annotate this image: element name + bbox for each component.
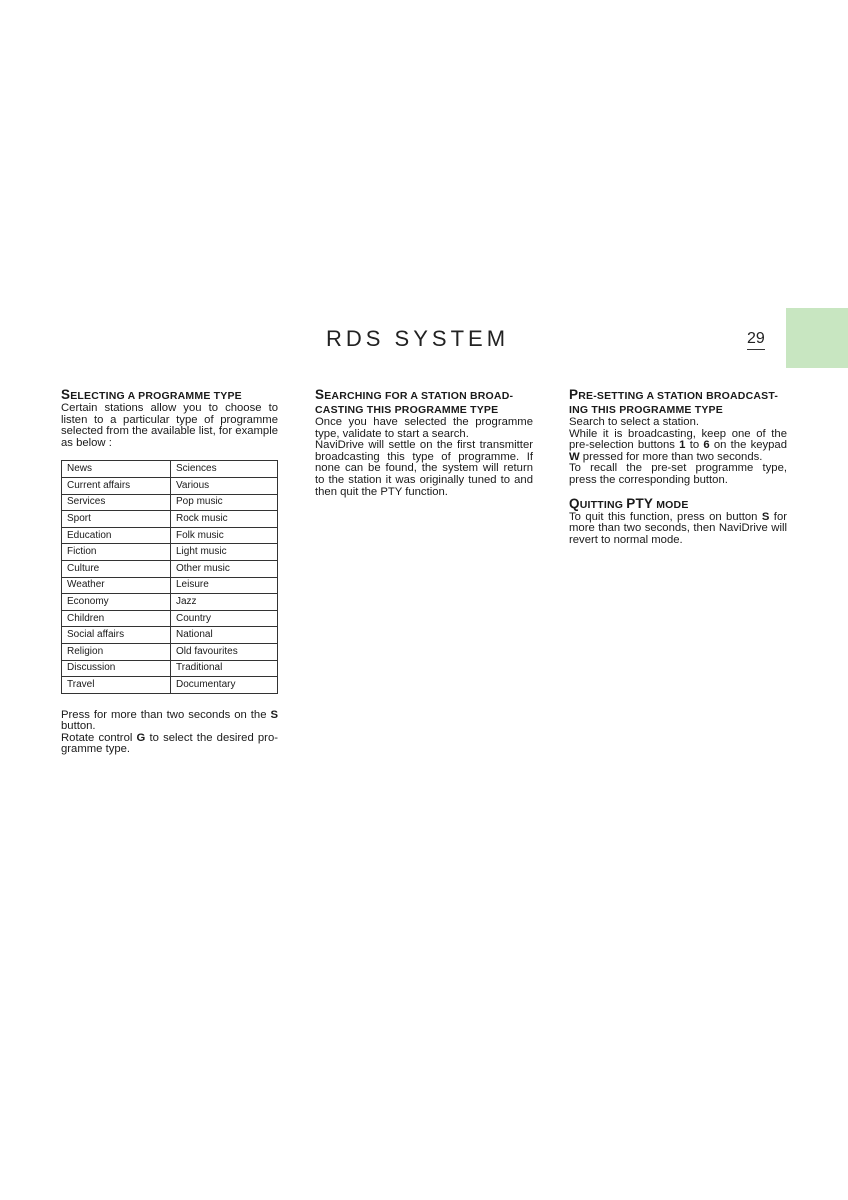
- programme-type-cell-left: Sport: [62, 511, 171, 528]
- programme-type-cell-left: Religion: [62, 643, 171, 660]
- column-searching-station: [315, 388, 533, 498]
- programme-type-cell-right: National: [171, 627, 278, 644]
- table-row: [62, 560, 278, 577]
- section-heading-searching: SEARCHING FOR A STATION BROAD-CASTING THIS PROGRAMME TYPE: [315, 387, 514, 416]
- programme-type-cell-left: Current affairs: [62, 477, 171, 494]
- programme-type-cell-right: Folk music: [171, 527, 278, 544]
- programme-type-cell-right: Documentary: [171, 677, 278, 694]
- table-row: [62, 677, 278, 694]
- search-paragraph-2: NaviDrive will settle on the first transmitter broadcasting this type of programme. If none can be found, the system will return to the station it was originally tuned to and then quit the PTY function.: [315, 439, 533, 498]
- programme-type-table: [61, 460, 278, 693]
- rotate-instruction: Rotate control G to select the desired pro-gramme type.: [61, 731, 278, 756]
- preset-paragraph-3: To recall the pre-set programme type, press the corresponding button.: [569, 462, 787, 486]
- table-row: [62, 511, 278, 528]
- table-row: [62, 527, 278, 544]
- programme-type-cell-left: Discussion: [62, 660, 171, 677]
- programme-type-cell-left: Social affairs: [62, 627, 171, 644]
- programme-type-cell-right: Country: [171, 610, 278, 627]
- chapter-tab: [786, 308, 848, 368]
- programme-type-cell-right: Sciences: [171, 461, 278, 478]
- table-row: [62, 461, 278, 478]
- page-number: 29: [747, 330, 765, 350]
- table-row: [62, 544, 278, 561]
- quit-paragraph: To quit this function, press on button S for more than two seconds, then NaviDrive will revert to normal mode.: [569, 510, 787, 546]
- table-row: [62, 643, 278, 660]
- programme-type-cell-right: Jazz: [171, 594, 278, 611]
- programme-type-cell-right: Rock music: [171, 511, 278, 528]
- programme-type-cell-right: Traditional: [171, 660, 278, 677]
- programme-type-cell-right: Light music: [171, 544, 278, 561]
- programme-type-cell-right: Leisure: [171, 577, 278, 594]
- programme-type-cell-right: Various: [171, 477, 278, 494]
- section-heading-presetting: PRE-SETTING A STATION BROADCAST-ING THIS PROGRAMME TYPE: [569, 387, 779, 416]
- programme-type-cell-left: Weather: [62, 577, 171, 594]
- page-title: RDS SYSTEM: [326, 326, 510, 351]
- programme-type-cell-right: Old favourites: [171, 643, 278, 660]
- programme-type-cell-right: Pop music: [171, 494, 278, 511]
- column-presetting-station: [569, 388, 787, 546]
- column-selecting-programme-type: [61, 388, 278, 756]
- programme-type-cell-left: Education: [62, 527, 171, 544]
- table-row: [62, 660, 278, 677]
- table-row: [62, 577, 278, 594]
- table-row: [62, 610, 278, 627]
- programme-type-cell-right: Other music: [171, 560, 278, 577]
- table-row: [62, 627, 278, 644]
- programme-type-cell-left: Fiction: [62, 544, 171, 561]
- programme-type-cell-left: Culture: [62, 560, 171, 577]
- programme-type-cell-left: News: [62, 461, 171, 478]
- section-heading-quitting: QUITTING PTY MODE: [569, 495, 689, 511]
- programme-type-cell-left: Travel: [62, 677, 171, 694]
- preset-paragraph-2: While it is broadcasting, keep one of the pre-selection buttons 1 to 6 on the keypad W pressed for more than two seconds.: [569, 427, 787, 463]
- table-row: [62, 594, 278, 611]
- section-heading-selecting: SELECTING A PROGRAMME TYPE: [61, 387, 242, 402]
- intro-paragraph: Certain stations allow you to choose to listen to a particular type of programme selected from the available list, for example as below :: [61, 402, 278, 449]
- table-row: [62, 494, 278, 511]
- search-paragraph-1: Once you have selected the programme type, validate to start a search.: [315, 416, 533, 440]
- programme-type-cell-left: Services: [62, 494, 171, 511]
- programme-type-cell-left: Economy: [62, 594, 171, 611]
- preset-paragraph-1: Search to select a station.: [569, 416, 699, 428]
- programme-type-cell-left: Children: [62, 610, 171, 627]
- press-instruction: Press for more than two seconds on the S button.: [61, 708, 278, 733]
- table-row: [62, 477, 278, 494]
